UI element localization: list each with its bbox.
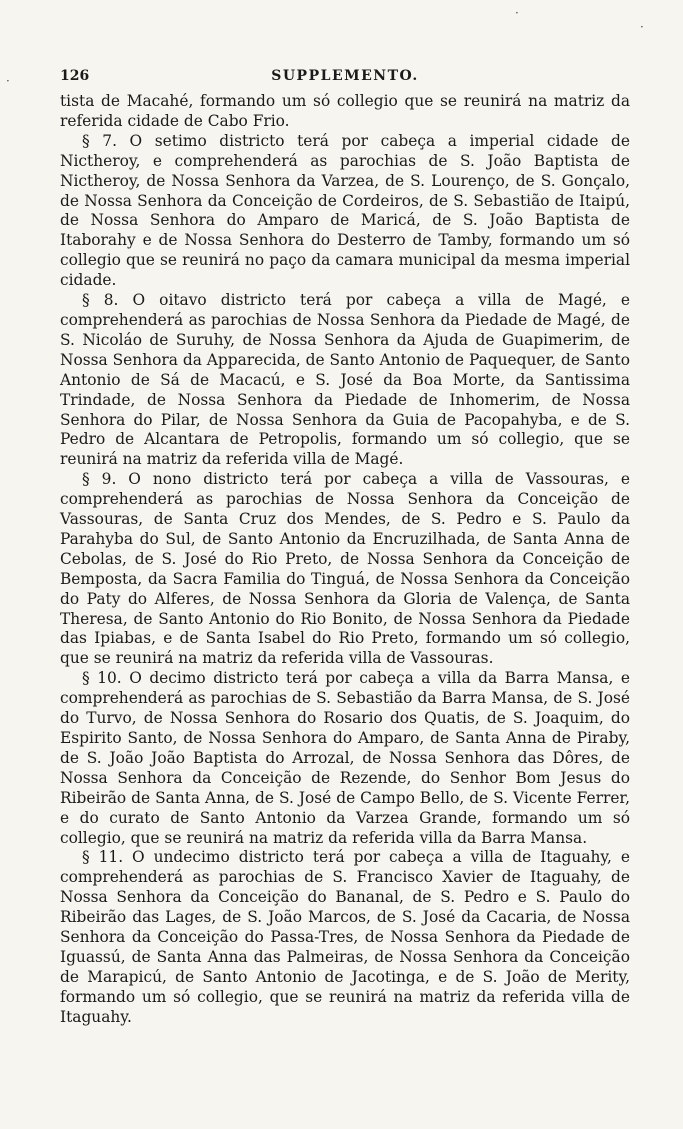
paragraph-section-8: § 8. O oitavo districto terá por cabeça a villa de Magé, e comprehenderá as parochias de Nossa Senhora da Piedade de Magé, de S. Nicoláo de Suruhy, de Nossa Senhora da Ajuda de Guapimerim, de Nossa Senhora da Apparecida, de Santo Antonio de Paquequer, de Santo Antonio de Sá de Macacú, e S. José da Boa Morte, da Santissima Trindade, de Nossa Senhora da Piedade de Inhomerim, de Nossa Senhora do Pilar, de Nossa Senhora da Guia de Pacopahyba, e de S. Pedro de Alcantara de Petropolis, formando um só collegio, que se reunirá na matriz da referida villa de Magé.	[60, 291, 630, 469]
print-speck: ·	[515, 6, 519, 20]
paragraph-continuation: tista de Macahé, formando um só collegio que se reunirá na matriz da referida cidade de Cabo Frio.	[60, 92, 630, 130]
running-head: SUPPLEMENTO.	[271, 68, 419, 84]
print-speck: ·	[640, 20, 644, 34]
paragraph-section-9: § 9. O nono districto terá por cabeça a villa de Vassouras, e comprehenderá as parochias de Nossa Senhora da Conceição de Vassouras, de Santa Cruz dos Mendes, de S. Pedro e S. Paulo da Parahyba do Sul, de Santo Antonio da Encruzilhada, de Santa Anna de Cebolas, de S. José do Rio Preto, de Nossa Senhora da Conceição de Bemposta, da Sacra Familia do Tinguá, de Nossa Senhora da Conceição do Paty do Alferes, de Nossa Senhora da Gloria de Valença, de Santa Theresa, de Santo Antonio do Rio Bonito, de Nossa Senhora da Piedade das Ipiabas, e de Santa Isabel do Rio Preto, formando um só collegio, que se reunirá na matriz da referida villa de Vassouras.	[60, 470, 630, 668]
book-page	[60, 68, 630, 1028]
print-speck: ·	[6, 74, 10, 88]
page-header	[60, 68, 630, 90]
paragraph-section-11: § 11. O undecimo districto terá por cabeça a villa de Itaguahy, e comprehenderá as parochias de S. Francisco Xavier de Itaguahy, de Nossa Senhora da Conceição do Bananal, de S. Pedro e S. Paulo do Ribeirão das Lages, de S. João Marcos, de S. José da Cacaria, de Nossa Senhora da Conceição do Passa-Tres, de Nossa Senhora da Piedade de Iguassú, de Santa Anna das Palmeiras, de Nossa Senhora da Conceição de Marapicú, de Santo Antonio de Jacotinga, e de S. João de Merity, formando um só collegio, que se reunirá na matriz da referida villa de Itaguahy.	[60, 848, 630, 1026]
page-number: 126	[60, 68, 90, 84]
body-text	[60, 92, 630, 1028]
paragraph-section-10: § 10. O decimo districto terá por cabeça a villa da Barra Mansa, e comprehenderá as parochias de S. Sebastião da Barra Mansa, de S. José do Turvo, de Nossa Senhora do Rosario dos Quatis, de S. Joaquim, do Espirito Santo, de Nossa Senhora do Amparo, de Santa Anna de Piraby, de S. João João Baptista do Arrozal, de Nossa Senhora das Dôres, de Nossa Senhora da Conceição de Rezende, do Senhor Bom Jesus do Ribeirão de Santa Anna, de S. José de Campo Bello, de S. Vicente Ferrer, e do curato de Santo Antonio da Varzea Grande, formando um só collegio, que se reunirá na matriz da referida villa da Barra Mansa.	[60, 669, 630, 847]
paragraph-section-7: § 7. O setimo districto terá por cabeça a imperial cidade de Nictheroy, e comprehenderá as parochias de S. João Baptista de Nictheroy, de Nossa Senhora da Varzea, de S. Lourenço, de S. Gonçalo, de Nossa Senhora da Conceição de Cordeiros, de S. Sebastião de Itaipú, de Nossa Senhora do Amparo de Maricá, de S. João Baptista de Itaborahy e de Nossa Senhora do Desterro de Tamby, formando um só collegio que se reunirá no paço da camara municipal da mesma imperial cidade.	[60, 131, 630, 290]
